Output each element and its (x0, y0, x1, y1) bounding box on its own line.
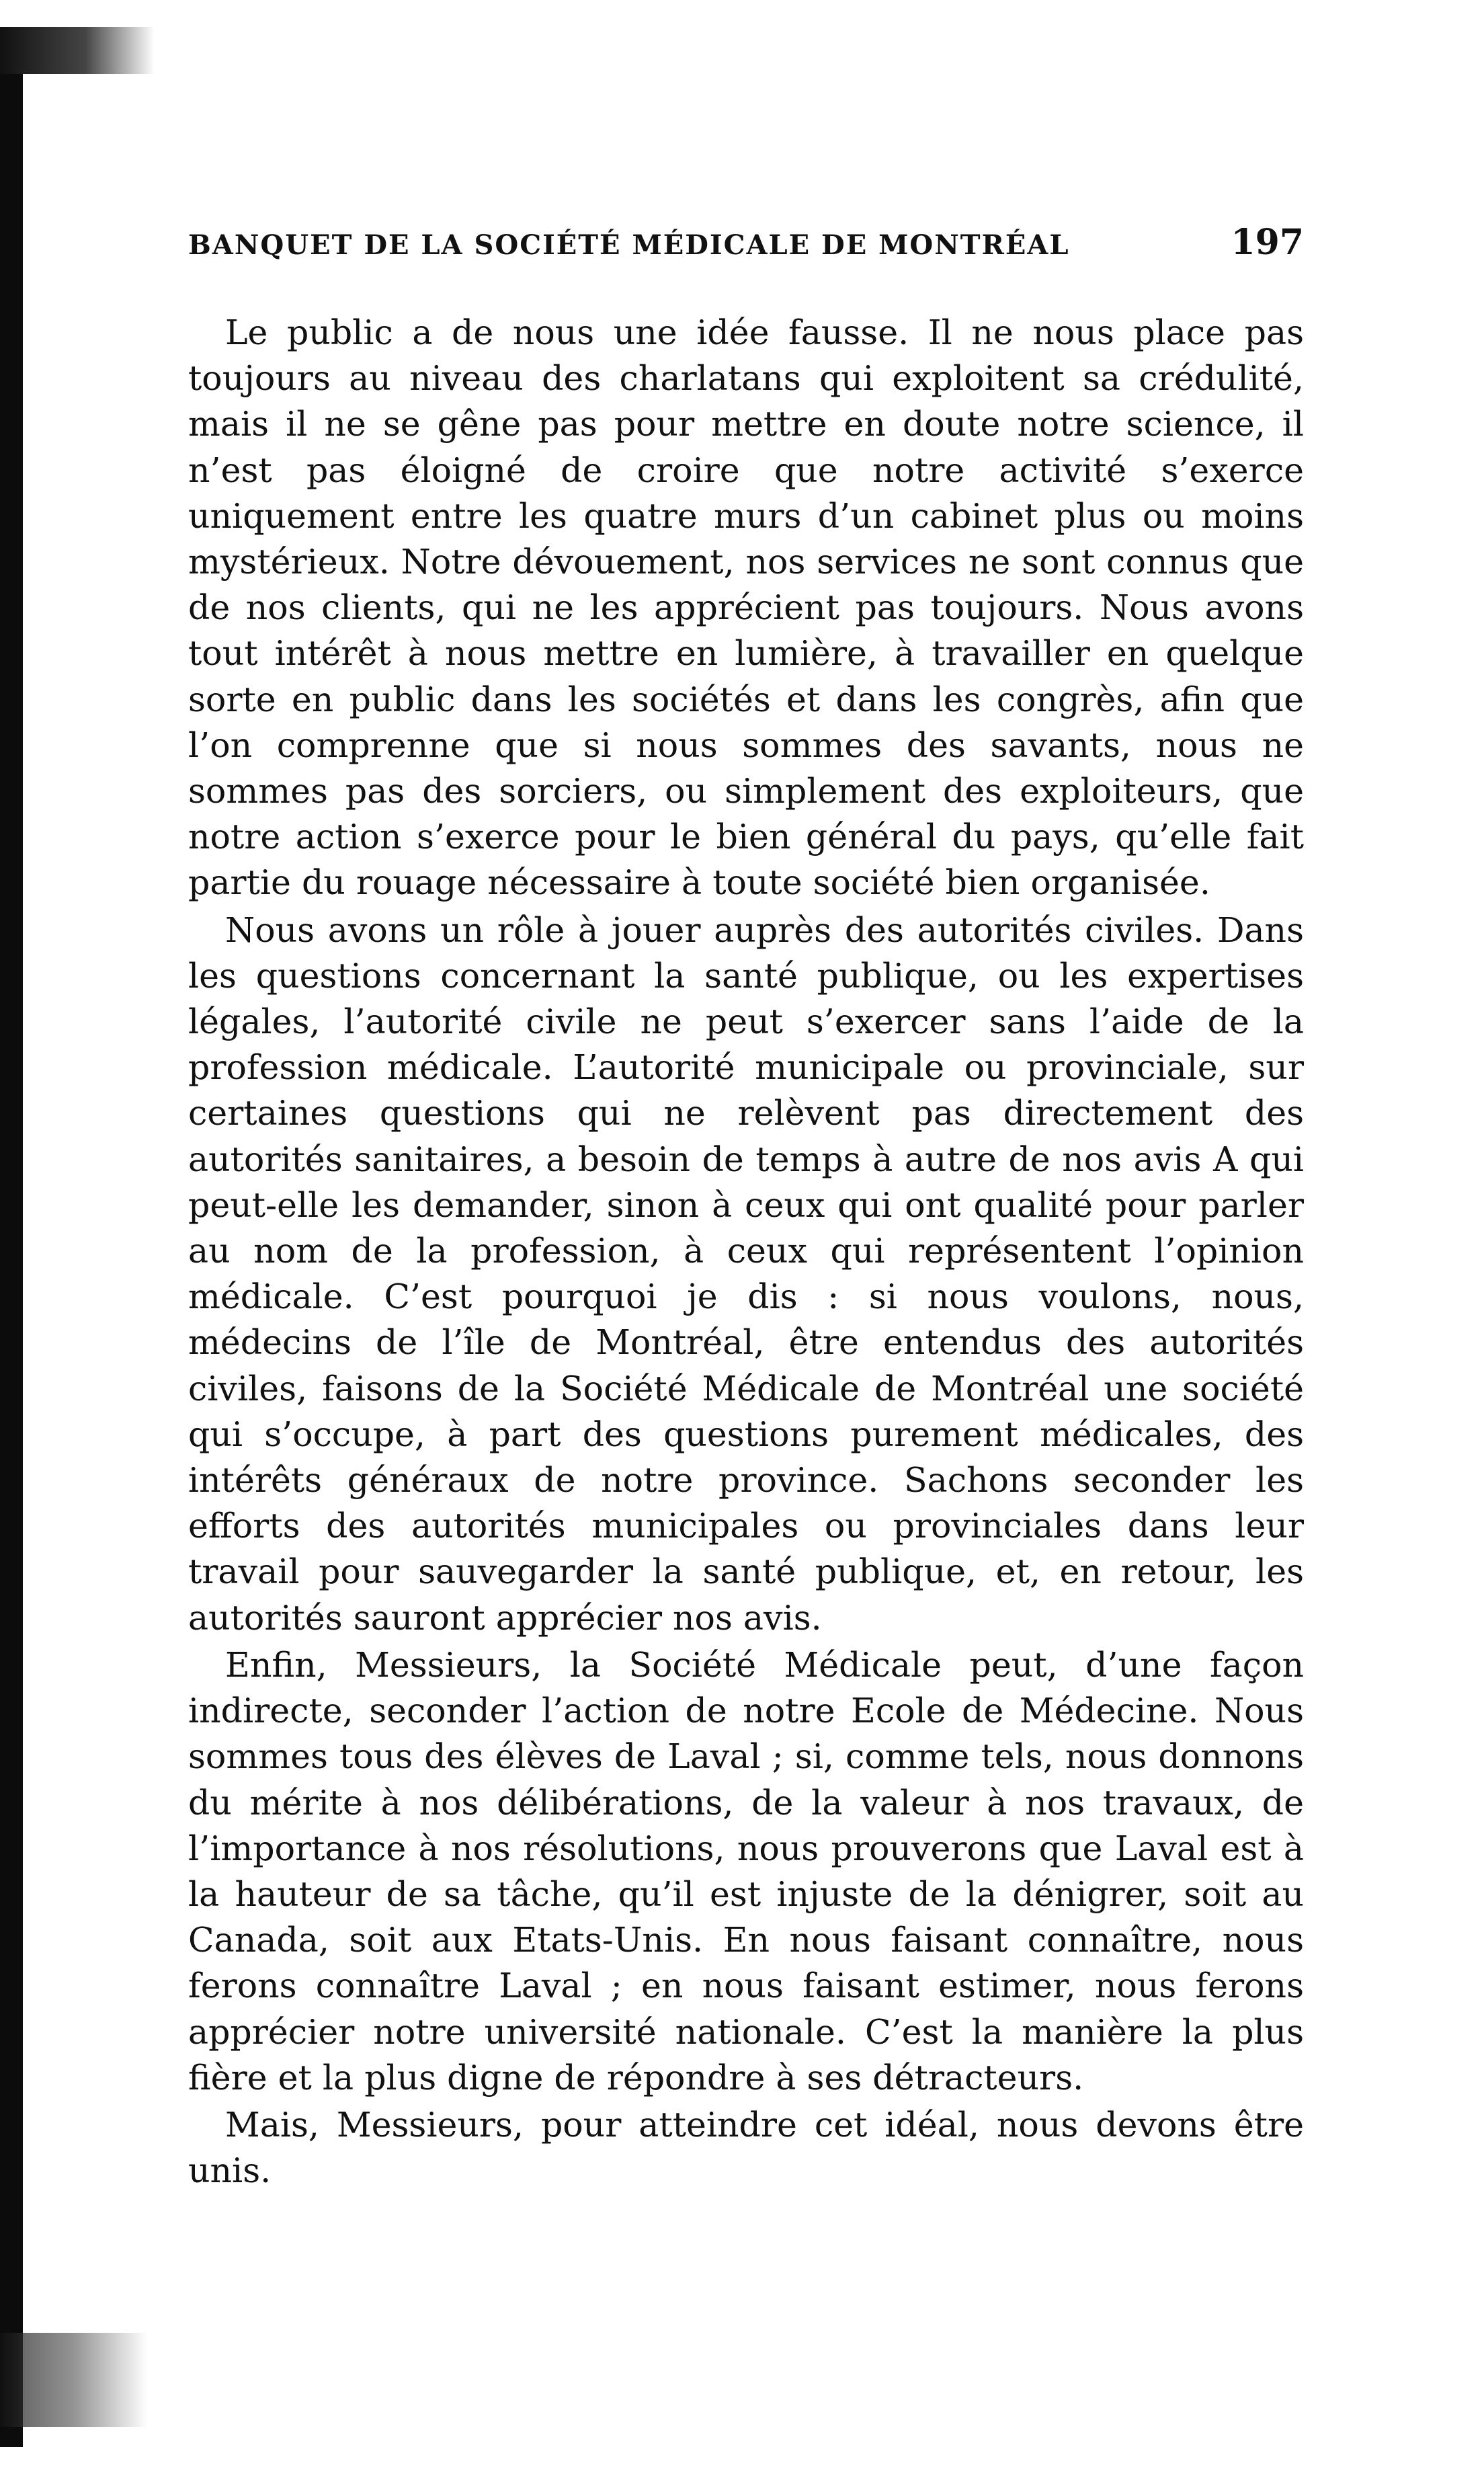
paragraph-civil-authorities: Nous avons un rôle à jouer auprès des autorités civiles. Dans les questions concernant la santé publique, ou les expertises légales, l’autorité civile ne peut s’exercer sans l’aide de la profession médicale. L’autorité municipale ou provinciale, sur certaines questions qui ne relèvent pas directement des autorités sanitaires, a besoin de temps à autre de nos avis A qui peut-elle les demander, sinon à ceux qui ont qualité pour parler au nom de la profession, à ceux qui représentent l’opinion médicale. C’est pourquoi je dis : si nous voulons, nous, médecins de l’île de Montréal, être entendus des autorités civiles, faisons de la Société Médicale de Montréal une société qui s’occupe, à part des questions purement médicales, des intérêts généraux de notre province. Sachons seconder les efforts des autorités municipales ou provinciales dans leur travail pour sauvegarder la santé publique, et, en retour, les autorités sauront apprécier nos avis. (188, 910, 1304, 1638)
page-number: 197 (1231, 222, 1304, 263)
paragraph-unity: Mais, Messieurs, pour atteindre cet idéal, nous devons être unis. (188, 2104, 1304, 2191)
scan-edge-top (0, 27, 155, 74)
book-spine-shadow (0, 27, 23, 2447)
scan-edge-bottom (0, 2333, 148, 2427)
paragraph-school-of-medicine: Enfin, Messieurs, la Société Médicale peut, d’une façon indirecte, seconder l’action de notre Ecole de Médecine. Nous sommes tous des élèves de Laval ; si, comme tels, nous donnons du mérite à nos délibérations, de la valeur à nos travaux, de l’importance à nos résolutions, nous prouverons que Laval est à la hauteur de sa tâche, qu’il est injuste de la dénigrer, soit au Canada, soit aux Etats-Unis. En nous faisant connaître, nous ferons connaître Laval ; en nous faisant estimer, nous ferons apprécier notre université nationale. C’est la manière la plus fière et la plus digne de répondre à ses détracteurs. (188, 1644, 1304, 2098)
running-header (188, 222, 1304, 263)
book-page (188, 222, 1304, 2195)
paragraph-public-perception: Le public a de nous une idée fausse. Il ne nous place pas toujours au niveau des charlatans qui exploitent sa crédulité, mais il ne se gêne pas pour mettre en doute notre science, il n’est pas éloigné de croire que notre activité s’exerce uniquement entre les quatre murs d’un cabinet plus ou moins mystérieux. Notre dévouement, nos services ne sont connus que de nos clients, qui ne les apprécient pas toujours. Nous avons tout intérêt à nous mettre en lumière, à travailler en quelque sorte en public dans les sociétés et dans les congrès, afin que l’on comprenne que si nous sommes des savants, nous ne sommes pas des sorciers, ou simplement des exploiteurs, que notre action s’exerce pour le bien général du pays, qu’elle fait partie du rouage nécessaire à toute société bien organisée. (188, 313, 1304, 903)
running-title: BANQUET DE LA SOCIÉTÉ MÉDICALE DE MONTRÉAL (188, 229, 1070, 261)
